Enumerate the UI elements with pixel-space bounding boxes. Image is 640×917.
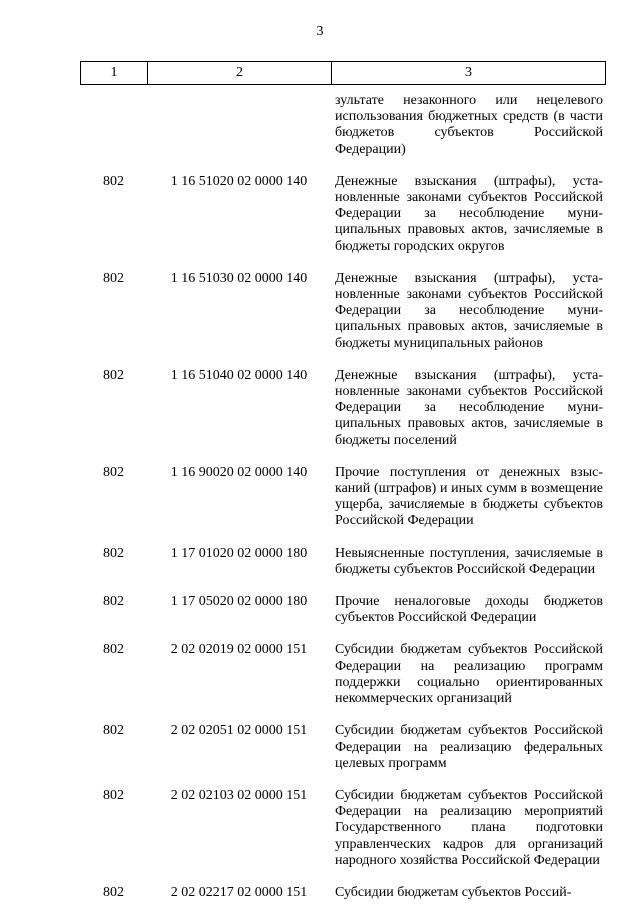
table-row [80, 368, 606, 449]
description-cell: Прочие поступления от денежных взысканий (штрафов) и иных сумм в возмещение ущерба, зачисляемые в бюджеты субъектов Российской Федерации [335, 464, 603, 529]
admin-code-cell: 802 [103, 367, 124, 383]
admin-code-cell: 802 [103, 464, 124, 480]
description-cell: Субсидии бюджетам субъектов Российской Федерации на реализацию программ поддержки социально ориентированных некоммерческих организаций [335, 642, 603, 707]
table-row [80, 465, 606, 530]
admin-code-cell: 802 [103, 173, 124, 189]
table-body [80, 93, 606, 917]
description-cell: Субсидии бюджетам субъектов Российской Федерации на реализацию мероприятий Государственного плана подготовки управленческих кадров для организаций народного хозяйства Российской Федерации [335, 787, 603, 868]
budget-code-cell: 1 17 05020 02 0000 180 [170, 594, 308, 610]
description-cell: Денежные взыскания (штрафы), установленные законами субъектов Российской Федерации за несоблюдение муниципальных правовых актов, зачисляемые в бюджеты поселений [335, 367, 603, 448]
description-cell: Субсидии бюджетам субъектов Российской Федерации на реализацию федеральных целевых программ [335, 723, 603, 771]
admin-code-cell: 802 [103, 723, 124, 739]
table-row [80, 93, 606, 158]
budget-code-cell: 2 02 02103 02 0000 151 [170, 787, 308, 803]
budget-code-cell: 1 16 51030 02 0000 140 [170, 270, 308, 286]
description-cell: Субсидии бюджетам субъектов Россий- [335, 884, 572, 900]
table-row [80, 788, 606, 869]
admin-code-cell [80, 93, 147, 158]
page-number: 3 [316, 24, 324, 39]
description-cell: Денежные взыскания (штрафы), установленные законами субъектов Российской Федерации за несоблюдение муниципальных правовых актов, зачисляемые в бюджеты городских округов [335, 173, 603, 254]
table-row [80, 885, 606, 901]
admin-code-cell: 802 [103, 787, 124, 803]
budget-code-cell: 2 02 02217 02 0000 151 [170, 884, 308, 900]
budget-code-cell: 1 16 51020 02 0000 140 [170, 173, 308, 189]
budget-code-cell [147, 93, 331, 158]
table-row [80, 594, 606, 626]
column-header-1: 1 [81, 62, 148, 84]
admin-code-cell: 802 [103, 545, 124, 561]
description-cell: Денежные взыскания (штрафы), установленные законами субъектов Российской Федерации за несоблюдение муниципальных правовых актов, зачисляемые в бюджеты муниципальных районов [335, 270, 603, 351]
admin-code-cell: 802 [103, 594, 124, 610]
budget-code-cell: 1 16 51040 02 0000 140 [170, 367, 308, 383]
budget-code-cell: 1 17 01020 02 0000 180 [170, 545, 308, 561]
budget-code-cell: 1 16 90020 02 0000 140 [170, 464, 308, 480]
description-cell: Прочие неналоговые доходы бюджетов субъектов Российской Федерации [335, 594, 603, 626]
table-row [80, 723, 606, 772]
table-row [80, 271, 606, 352]
column-header-3: 3 [465, 65, 472, 80]
admin-code-cell: 802 [103, 270, 124, 286]
table-row [80, 546, 606, 578]
table-header [80, 61, 606, 85]
budget-code-cell: 2 02 02019 02 0000 151 [170, 642, 308, 658]
admin-code-cell: 802 [103, 642, 124, 658]
description-cell: зультате незаконного или нецелевого использования бюджетных средств (в части бюджетов субъектов Российской Федерации) [335, 93, 603, 157]
description-cell: Невыясненные поступления, зачисляемые в бюджеты субъектов Российской Федерации [335, 545, 603, 577]
admin-code-cell: 802 [103, 884, 124, 900]
table-row [80, 174, 606, 255]
budget-code-cell: 2 02 02051 02 0000 151 [170, 723, 308, 739]
column-header-2: 2 [148, 62, 332, 84]
table-row [80, 642, 606, 707]
